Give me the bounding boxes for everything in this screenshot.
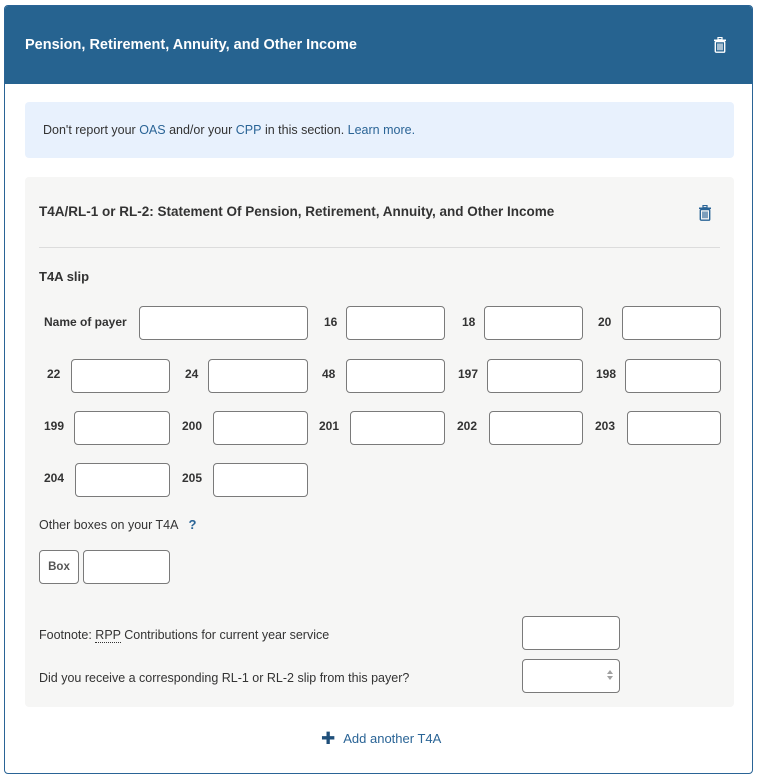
t4a-card <box>25 177 734 707</box>
info-text-2: and/or your <box>165 123 236 137</box>
section-title: Pension, Retirement, Annuity, and Other Income <box>25 37 357 53</box>
box-205-label: 205 <box>182 471 203 485</box>
name-of-payer-input[interactable] <box>139 306 308 340</box>
t4a-card-title: T4A/RL-1 or RL-2: Statement Of Pension, Retirement, Annuity, and Other Income <box>39 204 555 219</box>
box-203-input[interactable] <box>627 411 721 445</box>
box-202-input[interactable] <box>489 411 583 445</box>
box-198-label: 198 <box>596 367 617 381</box>
box-199-input[interactable] <box>74 411 170 445</box>
delete-t4a-button[interactable] <box>693 201 717 225</box>
box-number-button[interactable]: Box <box>39 550 79 584</box>
box-16-label: 16 <box>324 315 338 329</box>
box-203-label: 203 <box>595 419 616 433</box>
box-24-label: 24 <box>185 367 199 381</box>
box-22-input[interactable] <box>71 359 170 393</box>
income-section-panel <box>4 5 753 774</box>
info-text-1: Don't report your <box>43 123 140 137</box>
box-204-input[interactable] <box>75 463 170 497</box>
box-198-input[interactable] <box>625 359 721 393</box>
info-notice <box>25 102 734 158</box>
rl-slip-select[interactable] <box>522 659 620 693</box>
name-of-payer-label: Name of payer <box>44 315 127 329</box>
other-boxes-row <box>39 517 196 532</box>
plus-icon: ✚ <box>321 729 336 748</box>
box-205-input[interactable] <box>213 463 308 497</box>
other-box-value-input[interactable] <box>83 550 170 584</box>
box-24-input[interactable] <box>208 359 308 393</box>
box-200-label: 200 <box>182 419 203 433</box>
info-text-3: in this section. <box>261 123 348 137</box>
footnote-text <box>39 628 329 642</box>
rl-question: Did you receive a corresponding RL-1 or RL-2 slip from this payer? <box>39 671 410 685</box>
footnote-prefix: Footnote: <box>39 628 96 642</box>
box-22-label: 22 <box>47 367 61 381</box>
footnote-rest: Contributions for current year service <box>120 628 330 642</box>
box-20-input[interactable] <box>622 306 721 340</box>
other-boxes-label: Other boxes on your T4A <box>39 517 179 532</box>
trash-icon <box>698 205 712 221</box>
cpp-link[interactable]: CPP <box>235 123 262 137</box>
add-another-t4a-label: Add another T4A <box>343 731 442 746</box>
box-202-label: 202 <box>457 419 478 433</box>
trash-icon <box>713 37 727 53</box>
box-48-label: 48 <box>322 367 336 381</box>
slip-title: T4A slip <box>39 269 90 284</box>
delete-section-button[interactable] <box>708 33 732 57</box>
rpp-contributions-input[interactable] <box>522 616 620 650</box>
add-another-t4a-button[interactable] <box>321 730 441 747</box>
learn-more-link[interactable]: Learn more. <box>347 123 416 137</box>
card-divider <box>39 247 720 248</box>
box-48-input[interactable] <box>346 359 445 393</box>
box-199-label: 199 <box>44 419 65 433</box>
box-18-label: 18 <box>462 315 476 329</box>
box-197-input[interactable] <box>487 359 583 393</box>
box-18-input[interactable] <box>484 306 583 340</box>
box-201-input[interactable] <box>350 411 445 445</box>
box-16-input[interactable] <box>346 306 445 340</box>
section-header <box>5 6 752 84</box>
box-201-label: 201 <box>319 419 340 433</box>
oas-link[interactable]: OAS <box>139 123 166 137</box>
help-icon[interactable]: ? <box>188 517 197 532</box>
box-197-label: 197 <box>458 367 479 381</box>
select-arrows-icon <box>607 670 613 680</box>
box-200-input[interactable] <box>213 411 308 445</box>
box-20-label: 20 <box>598 315 612 329</box>
rpp-abbr: RPP <box>95 628 121 642</box>
box-204-label: 204 <box>44 471 65 485</box>
